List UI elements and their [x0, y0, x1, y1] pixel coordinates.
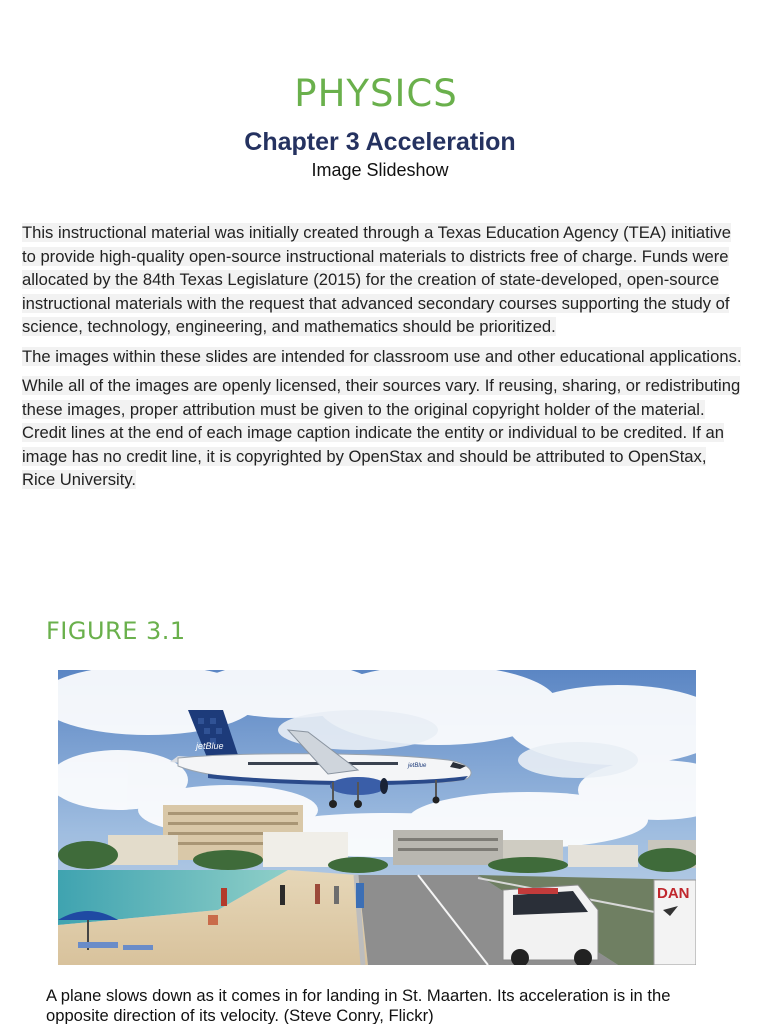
danger-sign-text: DAN	[657, 885, 690, 902]
chapter-title: Chapter 3 Acceleration	[244, 128, 516, 156]
subject-title: PHYSICS	[294, 72, 458, 115]
tail-logo: jetBlue	[196, 741, 224, 751]
intro-text	[22, 221, 742, 498]
intro-paragraph-3: While all of the images are openly licensed, their sources vary. If reusing, sharing, or redistributing these images, proper attribution must be given to the original copyright holder of the material. Credit lines at the end of each image caption indicate the entity or individual to be credited. If an image has no credit line, it is copyrighted by OpenStax and should be attributed to OpenStax, Rice University.	[22, 376, 741, 489]
svg-text:jetBlue: jetBlue	[408, 763, 427, 769]
figure-label: FIGURE 3.1	[46, 617, 186, 645]
slideshow-subtitle: Image Slideshow	[311, 160, 449, 180]
figure-image	[58, 670, 696, 965]
figure-caption: A plane slows down as it comes in for landing in St. Maarten. Its acceleration is in the opposite direction of its velocity. (Steve Conry, Flickr)	[46, 986, 671, 1024]
intro-paragraph-2: The images within these slides are intended for classroom use and other educational applications.	[22, 346, 742, 366]
intro-paragraph-1: This instructional material was initially created through a Texas Education Agency (TEA) initiative to provide high-quality open-source instructional materials to districts free of charge. Funds were allocated by the 84th Texas Legislature (2015) for the creation of state-developed, open-source instructional materials with the request that advanced secondary courses supporting the study of science, technology, engineering, and mathematics should be prioritized.	[22, 223, 731, 336]
